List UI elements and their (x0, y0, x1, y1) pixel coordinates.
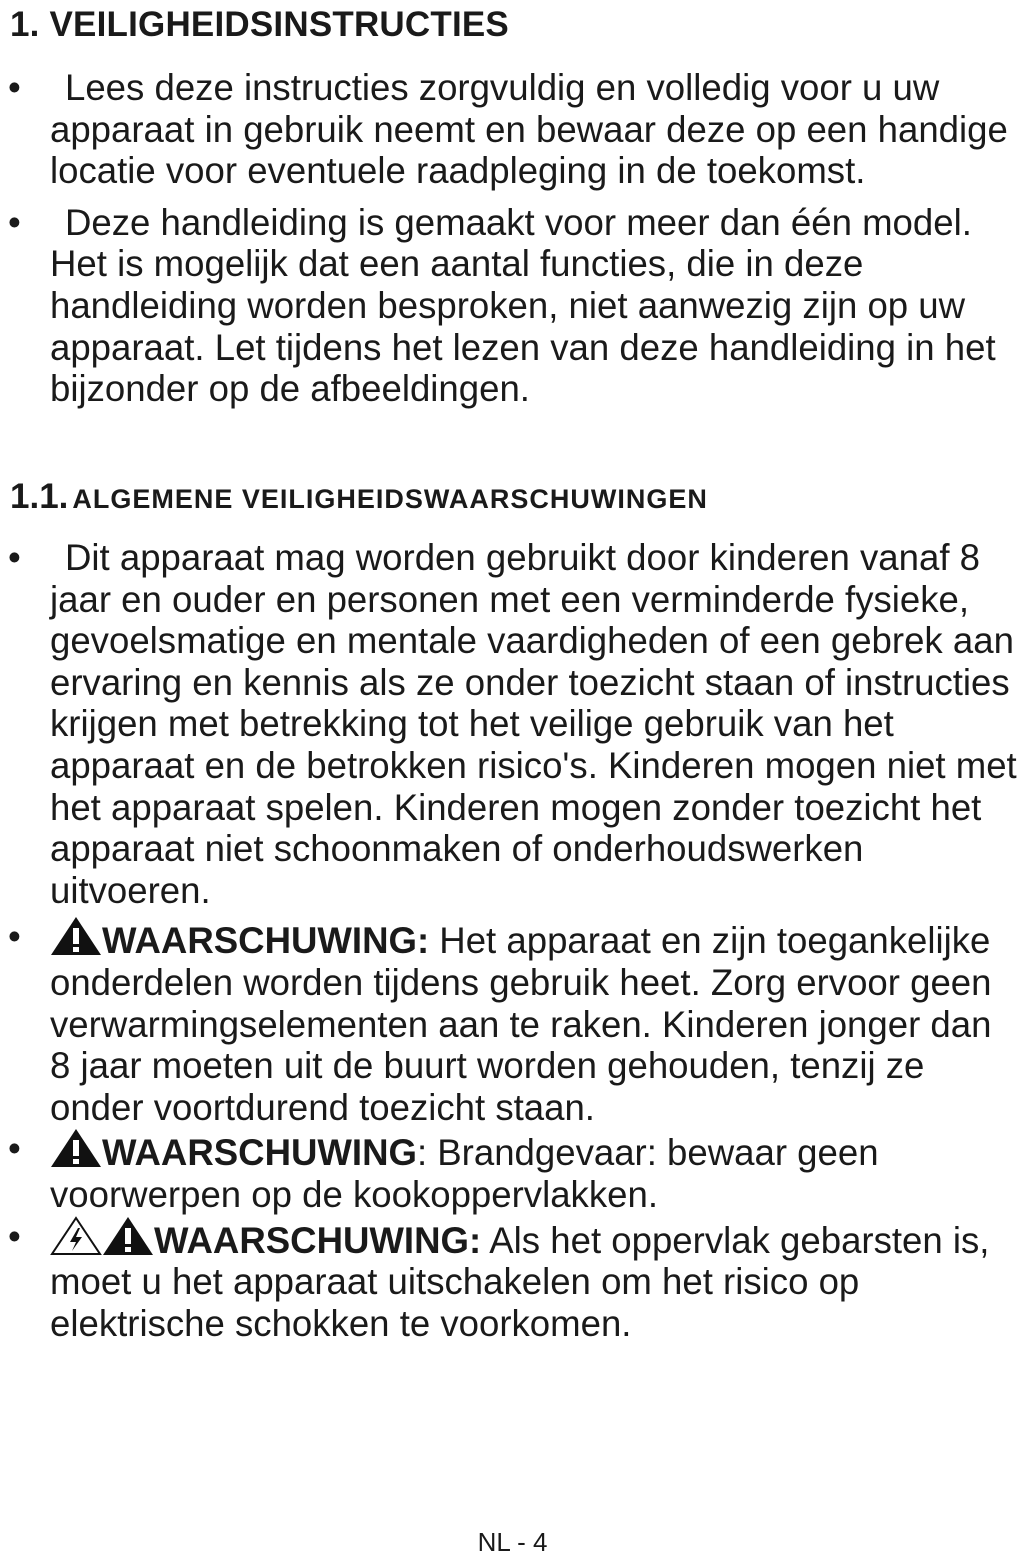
bullet: • (8, 916, 21, 958)
page-number: NL - 4 (477, 1527, 548, 1557)
warning-label: WAARSCHUWING (102, 1132, 417, 1174)
warning-text: : Brandgevaar: bewaar geen voorwerpen op de kookoppervlakken. (50, 1132, 879, 1215)
subsection-number: 1.1. (10, 477, 69, 516)
list-item (0, 202, 1025, 410)
warning-text: Als het oppervlak gebarsten is, moet u het apparaat uitschakelen om het risico op elektrische schokken te voorkomen. (50, 1219, 990, 1344)
general-warnings-list (0, 537, 1025, 1344)
bullet: • (8, 1128, 21, 1170)
subsection-heading (10, 476, 708, 522)
warning-label: WAARSCHUWING: (154, 1219, 482, 1261)
list-item (0, 67, 1025, 192)
list-item-text: Dit apparaat mag worden gebruikt door kinderen vanaf 8 jaar en ouder en personen met een verminderde fysieke, gevoelsmatige en mentale vaardigheden of een gebrek aan ervaring en kennis als ze onder toezicht staan of instructies krijgen met betrekking tot het veilige gebruik van het apparaat en de betrokken risico's. Kinderen mogen niet met het apparaat spelen. Kinderen mogen zonder toezicht het apparaat niet schoonmaken of onderhoudswerken uitvoeren. (50, 537, 1017, 911)
electric-hazard-icon (50, 1216, 102, 1256)
warning-triangle-icon (50, 916, 102, 956)
bullet: • (8, 537, 21, 578)
warning-item (0, 916, 1025, 1128)
warning-item (0, 1128, 1025, 1215)
subsection-title: ALGEMENE VEILIGHEIDSWAARSCHUWINGEN (72, 484, 708, 514)
warning-item (0, 1216, 1025, 1345)
list-item (0, 537, 1025, 911)
list-item-text: Lees deze instructies zorgvuldig en volledig voor u uw apparaat in gebruik neemt en bewaar deze op een handige locatie voor eventuele raadpleging in de toekomst. (50, 67, 1008, 192)
section-heading: 1. VEILIGHEIDSINSTRUCTIES (10, 5, 509, 44)
bullet: • (8, 1215, 21, 1257)
warning-text: Het apparaat en zijn toegankelijke onderdelen worden tijdens gebruik heet. Zorg ervoor geen verwarmingselementen aan te raken. Kinderen jonger dan 8 jaar moeten uit de buurt worden gehouden, tenzij ze onder voortdurend toezicht staan. (50, 920, 992, 1128)
list-item-text: Deze handleiding is gemaakt voor meer dan één model. Het is mogelijk dat een aantal functies, die in deze handleiding worden besproken, niet aanwezig zijn op uw apparaat. Let tijdens het lezen van deze handleiding in het bijzonder op de afbeeldingen. (50, 201, 996, 410)
safety-instructions-list (0, 67, 1025, 410)
warning-triangle-icon (102, 1216, 154, 1256)
bullet: • (8, 67, 21, 108)
warning-label: WAARSCHUWING: (102, 920, 430, 962)
warning-triangle-icon (50, 1128, 102, 1168)
bullet: • (8, 201, 21, 243)
